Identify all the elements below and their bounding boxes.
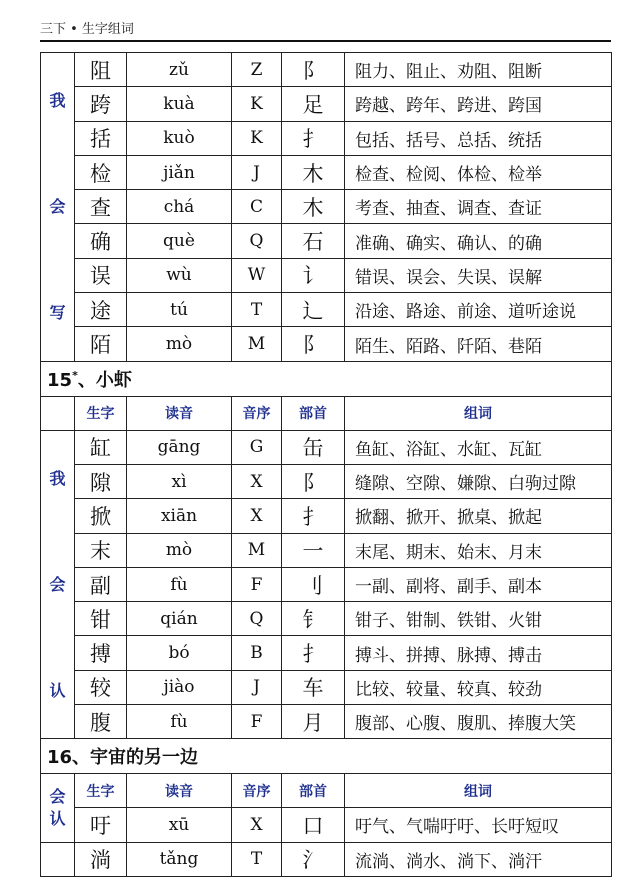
section-15-cell <box>41 361 612 396</box>
words-cell: 阻力、阻止、劝阻、阻断 <box>345 53 612 87</box>
table-row <box>41 636 612 670</box>
table-row <box>41 670 612 704</box>
letter-cell: X <box>232 808 282 842</box>
character-cell: 副 <box>75 567 127 601</box>
radical-cell: 口 <box>282 808 345 842</box>
letter-cell: W <box>232 258 282 292</box>
pinyin-cell: zǔ <box>127 53 232 87</box>
radical-cell: 缶 <box>282 430 345 464</box>
radical-cell: 刂 <box>282 567 345 601</box>
section-16-cell <box>41 739 612 774</box>
section-15 <box>41 361 612 396</box>
column-header-char: 生字 <box>75 396 127 430</box>
table-row <box>41 842 612 876</box>
table-row <box>41 327 612 361</box>
pinyin-cell: kuà <box>127 87 232 121</box>
section-title: 16、宇宙的另一边 <box>47 747 199 769</box>
radical-cell: 氵 <box>282 842 345 876</box>
pinyin-cell: jiǎn <box>127 155 232 189</box>
letter-cell: K <box>232 121 282 155</box>
table-row <box>41 808 612 842</box>
character-cell: 钳 <box>75 602 127 636</box>
words-cell: 检查、检阅、体检、检举 <box>345 155 612 189</box>
letter-cell: M <box>232 327 282 361</box>
column-header-radical: 部首 <box>282 774 345 808</box>
words-cell: 考查、抽查、调查、查证 <box>345 190 612 224</box>
table-body <box>41 53 612 877</box>
character-cell: 确 <box>75 224 127 258</box>
page-header: 三下 • 生字组词 <box>40 22 134 37</box>
column-header-words: 组词 <box>345 396 612 430</box>
radical-cell: 月 <box>282 705 345 739</box>
words-cell: 错误、误会、失误、误解 <box>345 258 612 292</box>
group-label-cell <box>41 430 75 739</box>
column-header-char: 生字 <box>75 774 127 808</box>
group-label-empty <box>41 842 75 876</box>
radical-cell: 阝 <box>282 327 345 361</box>
table-row <box>41 155 612 189</box>
column-header-words: 组词 <box>345 774 612 808</box>
table-row <box>41 258 612 292</box>
pinyin-cell: xū <box>127 808 232 842</box>
table-row <box>41 121 612 155</box>
character-cell: 检 <box>75 155 127 189</box>
words-cell: 搏斗、拼搏、脉搏、搏击 <box>345 636 612 670</box>
letter-cell: F <box>232 705 282 739</box>
words-cell: 跨越、跨年、跨进、跨国 <box>345 87 612 121</box>
table-row <box>41 499 612 533</box>
group-label-char: 认 <box>49 808 66 828</box>
radical-cell: 辶 <box>282 293 345 327</box>
radical-cell: 阝 <box>282 464 345 498</box>
pinyin-cell: xiān <box>127 499 232 533</box>
radical-cell: 木 <box>282 190 345 224</box>
group-label-spacer <box>41 593 74 683</box>
letter-cell: Q <box>232 224 282 258</box>
words-cell: 鱼缸、浴缸、水缸、瓦缸 <box>345 430 612 464</box>
words-cell: 沿途、路途、前途、道听途说 <box>345 293 612 327</box>
group-label-char: 会 <box>49 196 66 216</box>
group-label-cell <box>41 774 75 842</box>
words-cell: 掀翻、掀开、掀桌、掀起 <box>345 499 612 533</box>
pinyin-cell: xì <box>127 464 232 498</box>
pinyin-cell: qián <box>127 602 232 636</box>
pinyin-cell: gāng <box>127 430 232 464</box>
letter-cell: Z <box>232 53 282 87</box>
letter-cell: J <box>232 670 282 704</box>
character-cell: 掀 <box>75 499 127 533</box>
character-cell: 阻 <box>75 53 127 87</box>
character-cell: 括 <box>75 121 127 155</box>
words-cell: 腹部、心腹、腹肌、捧腹大笑 <box>345 705 612 739</box>
character-cell: 腹 <box>75 705 127 739</box>
character-cell: 搏 <box>75 636 127 670</box>
pinyin-cell: fù <box>127 705 232 739</box>
words-cell: 包括、括号、总括、统括 <box>345 121 612 155</box>
radical-cell: 木 <box>282 155 345 189</box>
table-row <box>41 602 612 636</box>
column-header-row <box>41 774 612 808</box>
header-divider <box>40 40 611 42</box>
group-label-char: 我 <box>49 90 66 110</box>
table-row <box>41 567 612 601</box>
pinyin-cell: fù <box>127 567 232 601</box>
column-header-letter: 音序 <box>232 774 282 808</box>
group-label-spacer <box>41 109 74 199</box>
column-header-radical: 部首 <box>282 396 345 430</box>
words-cell: 陌生、陌路、阡陌、巷陌 <box>345 327 612 361</box>
table-row <box>41 533 612 567</box>
table-row <box>41 464 612 498</box>
words-cell: 一副、副将、副手、副本 <box>345 567 612 601</box>
words-cell: 流淌、淌水、淌下、淌汗 <box>345 842 612 876</box>
words-cell: 比较、较量、较真、较劲 <box>345 670 612 704</box>
character-cell: 淌 <box>75 842 127 876</box>
table-row <box>41 705 612 739</box>
column-header-empty <box>41 396 75 430</box>
words-cell: 缝隙、空隙、嫌隙、白驹过隙 <box>345 464 612 498</box>
pinyin-cell: kuò <box>127 121 232 155</box>
pinyin-cell: jiào <box>127 670 232 704</box>
group-label-char: 会 <box>49 574 66 594</box>
group-label-cell <box>41 53 75 362</box>
letter-cell: B <box>232 636 282 670</box>
character-cell: 陌 <box>75 327 127 361</box>
radical-cell: 一 <box>282 533 345 567</box>
group-label-char: 我 <box>49 468 66 488</box>
words-cell: 末尾、期末、始末、月末 <box>345 533 612 567</box>
character-cell: 途 <box>75 293 127 327</box>
column-header-letter: 音序 <box>232 396 282 430</box>
character-cell: 隙 <box>75 464 127 498</box>
character-cell: 误 <box>75 258 127 292</box>
radical-cell: 足 <box>282 87 345 121</box>
character-cell: 缸 <box>75 430 127 464</box>
radical-cell: 扌 <box>282 499 345 533</box>
section-star: * <box>72 368 78 382</box>
pinyin-cell: què <box>127 224 232 258</box>
words-cell: 吁气、气喘吁吁、长吁短叹 <box>345 808 612 842</box>
letter-cell: C <box>232 190 282 224</box>
table-row <box>41 53 612 87</box>
table-row <box>41 87 612 121</box>
letter-cell: X <box>232 499 282 533</box>
letter-cell: T <box>232 293 282 327</box>
letter-cell: F <box>232 567 282 601</box>
letter-cell: K <box>232 87 282 121</box>
table-row <box>41 293 612 327</box>
letter-cell: T <box>232 842 282 876</box>
radical-cell: 钅 <box>282 602 345 636</box>
group-label-spacer <box>41 487 74 577</box>
column-header-pinyin: 读音 <box>127 396 232 430</box>
table-row <box>41 224 612 258</box>
group-label-char: 认 <box>49 680 66 700</box>
character-cell: 较 <box>75 670 127 704</box>
character-cell: 跨 <box>75 87 127 121</box>
group-label-char: 写 <box>49 302 66 322</box>
character-cell: 查 <box>75 190 127 224</box>
group-label-char: 会 <box>49 786 66 806</box>
radical-cell: 扌 <box>282 636 345 670</box>
radical-cell: 车 <box>282 670 345 704</box>
column-header-row <box>41 396 612 430</box>
pinyin-cell: bó <box>127 636 232 670</box>
section-title: 、小虾 <box>77 369 132 391</box>
table-row <box>41 190 612 224</box>
pinyin-cell: mò <box>127 533 232 567</box>
vocabulary-table <box>40 52 612 877</box>
character-cell: 末 <box>75 533 127 567</box>
letter-cell: M <box>232 533 282 567</box>
pinyin-cell: tú <box>127 293 232 327</box>
table-row <box>41 430 612 464</box>
radical-cell: 扌 <box>282 121 345 155</box>
group-label-spacer <box>41 215 74 305</box>
letter-cell: Q <box>232 602 282 636</box>
words-cell: 钳子、钳制、铁钳、火钳 <box>345 602 612 636</box>
letter-cell: X <box>232 464 282 498</box>
pinyin-cell: chá <box>127 190 232 224</box>
radical-cell: 石 <box>282 224 345 258</box>
radical-cell: 阝 <box>282 53 345 87</box>
column-header-pinyin: 读音 <box>127 774 232 808</box>
words-cell: 准确、确实、确认、的确 <box>345 224 612 258</box>
pinyin-cell: tǎng <box>127 842 232 876</box>
radical-cell: 讠 <box>282 258 345 292</box>
character-cell: 吁 <box>75 808 127 842</box>
pinyin-cell: wù <box>127 258 232 292</box>
letter-cell: J <box>232 155 282 189</box>
pinyin-cell: mò <box>127 327 232 361</box>
letter-cell: G <box>232 430 282 464</box>
section-16 <box>41 739 612 774</box>
section-number: 15 <box>47 369 73 391</box>
